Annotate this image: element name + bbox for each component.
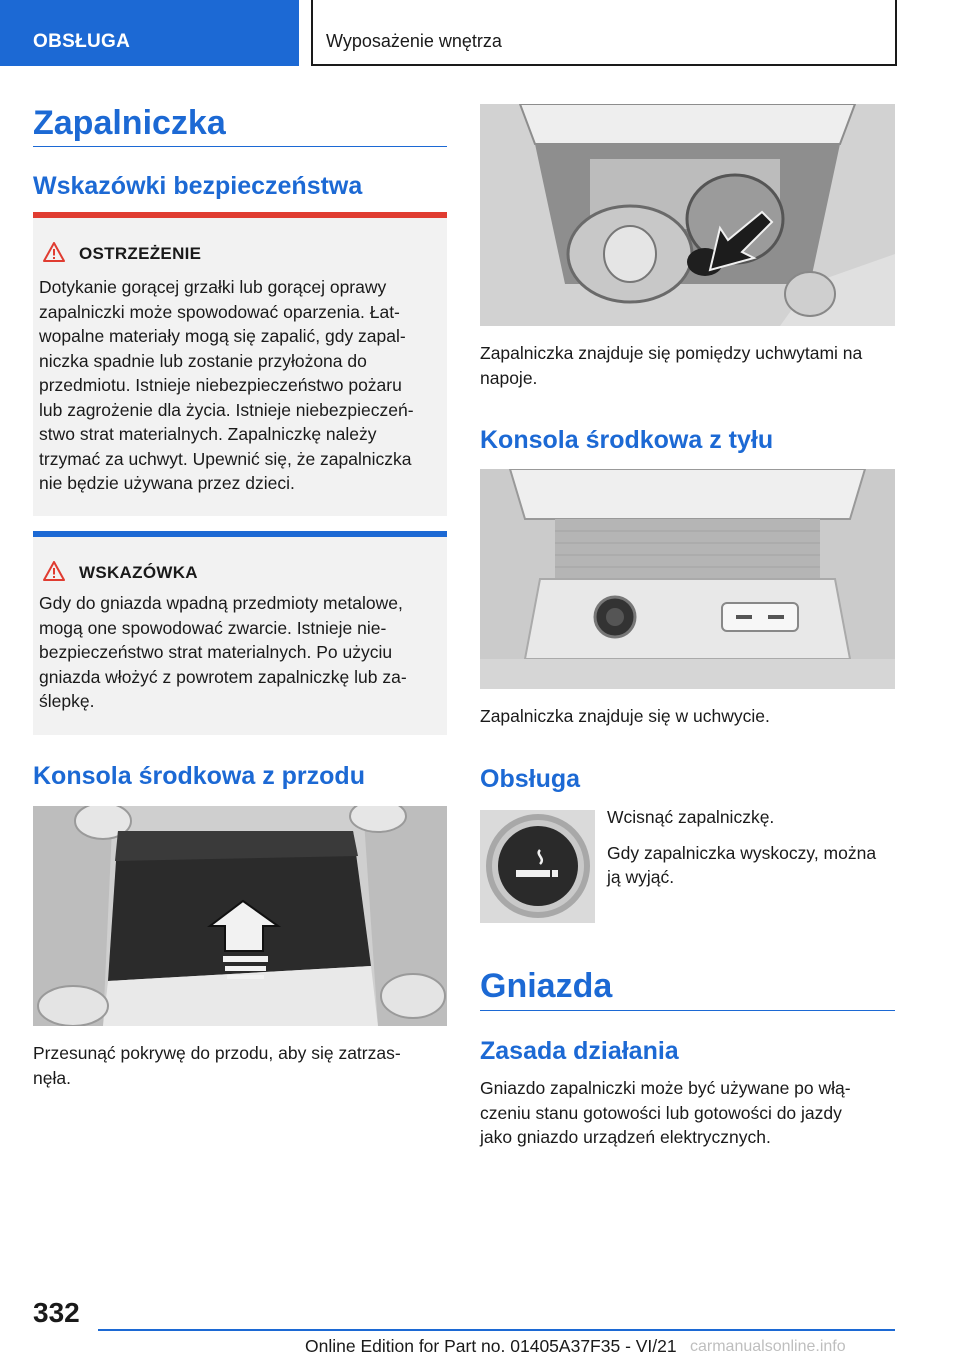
- rear-console-photo: [480, 469, 895, 689]
- lighter-photo: [480, 810, 595, 923]
- note-line: Gdy do gniazda wpadną przedmioty metalowe,: [39, 593, 403, 613]
- header-right-border: [895, 0, 897, 66]
- front-caption-line: nęła.: [33, 1067, 71, 1088]
- note-line: bezpieczeństwo strat materialnych. Po użyciu: [39, 642, 393, 662]
- front-caption-line: Przesunąć pokrywę do przodu, aby się zatrzas-: [33, 1043, 401, 1063]
- rear-caption: Zapalniczka znajduje się w uchwycie.: [480, 706, 770, 726]
- title-rule: [33, 146, 447, 147]
- operation-heading: Obsługa: [480, 765, 581, 793]
- chapter-title: Wyposażenie wnętrza: [326, 31, 502, 51]
- cupholder-caption-line: napoje.: [480, 367, 538, 388]
- warning-line: trzymać za uchwyt. Upewnić się, że zapalniczka: [39, 448, 412, 469]
- warning-icon: [43, 242, 65, 262]
- rear-console-illustration: [480, 469, 895, 689]
- caution-icon: [43, 561, 65, 581]
- header-divider: [311, 0, 313, 66]
- sockets-title: Gniazda: [480, 967, 613, 1005]
- cupholder-illustration: [480, 104, 895, 326]
- operation-line: ją wyjąć.: [607, 867, 675, 887]
- warning-line: przedmiotu. Istnieje niebezpieczeństwo pożaru: [39, 375, 402, 395]
- lighter-illustration: [480, 810, 595, 923]
- warning-label: OSTRZEŻENIE: [79, 244, 202, 263]
- warning-line: lub zagrożenie dla życia. Istnieje niebezpieczeń-: [39, 399, 414, 420]
- cupholder-photo: [480, 104, 895, 326]
- warning-line: zapalniczki może spowodować oparzenia. Łat-: [39, 301, 400, 322]
- principle-text: [480, 1076, 895, 1150]
- note-line: mogą one spowodować zwarcie. Istnieje nie-: [39, 617, 387, 638]
- header-rule: [311, 64, 896, 66]
- principle-line: czeniu stanu gotowości lub gotowości do jazdy: [480, 1102, 842, 1123]
- footer-rule: [98, 1329, 895, 1331]
- page-number: 332: [33, 1297, 80, 1328]
- warning-line: niczka spadnie lub zostanie przyłożona do: [39, 350, 367, 371]
- cupholder-caption: [480, 341, 895, 390]
- warning-box: [33, 218, 447, 516]
- warning-line: wopalne materiały mogą się zapalić, gdy zapal-: [39, 326, 406, 346]
- operation-line: Gdy zapalniczka wyskoczy, można: [607, 842, 877, 863]
- section-label: OBSŁUGA: [33, 31, 131, 52]
- page-title: Zapalniczka: [33, 104, 226, 142]
- principle-line: jako gniazdo urządzeń elektrycznych.: [480, 1127, 771, 1147]
- cupholder-caption-line: Zapalniczka znajduje się pomiędzy uchwytami na: [480, 343, 863, 363]
- front-caption: [33, 1041, 447, 1090]
- watermark: carmanualsonline.info: [690, 1338, 846, 1355]
- operation-text: [607, 805, 897, 890]
- sockets-rule: [480, 1010, 895, 1011]
- note-line: ślepkę.: [39, 691, 95, 711]
- rear-console-heading: Konsola środkowa z tyłu: [480, 426, 774, 454]
- principle-heading: Zasada działania: [480, 1037, 679, 1065]
- warning-line: nie będzie używana przez dzieci.: [39, 473, 295, 493]
- warning-text: [39, 275, 445, 496]
- warning-line: Dotykanie gorącej grzałki lub gorącej oprawy: [39, 277, 387, 297]
- front-console-heading: Konsola środkowa z przodu: [33, 762, 365, 790]
- note-text: [39, 591, 445, 714]
- note-label: WSKAZÓWKA: [79, 563, 198, 582]
- note-line: gniazda włożyć z powrotem zapalniczkę lub za-: [39, 666, 407, 687]
- front-console-photo: [33, 806, 447, 1026]
- section-tab: [0, 0, 299, 66]
- safety-heading: Wskazówki bezpieczeństwa: [33, 172, 363, 200]
- operation-line: Wcisnąć zapalniczkę.: [607, 807, 775, 827]
- principle-line: Gniazdo zapalniczki może być używane po włą-: [480, 1078, 851, 1098]
- note-box: [33, 537, 447, 735]
- front-console-illustration: [33, 806, 447, 1026]
- edition-text: Online Edition for Part no. 01405A37F35 - VI/21: [305, 1336, 677, 1356]
- warning-line: stwo strat materialnych. Zapalniczkę należy: [39, 424, 377, 444]
